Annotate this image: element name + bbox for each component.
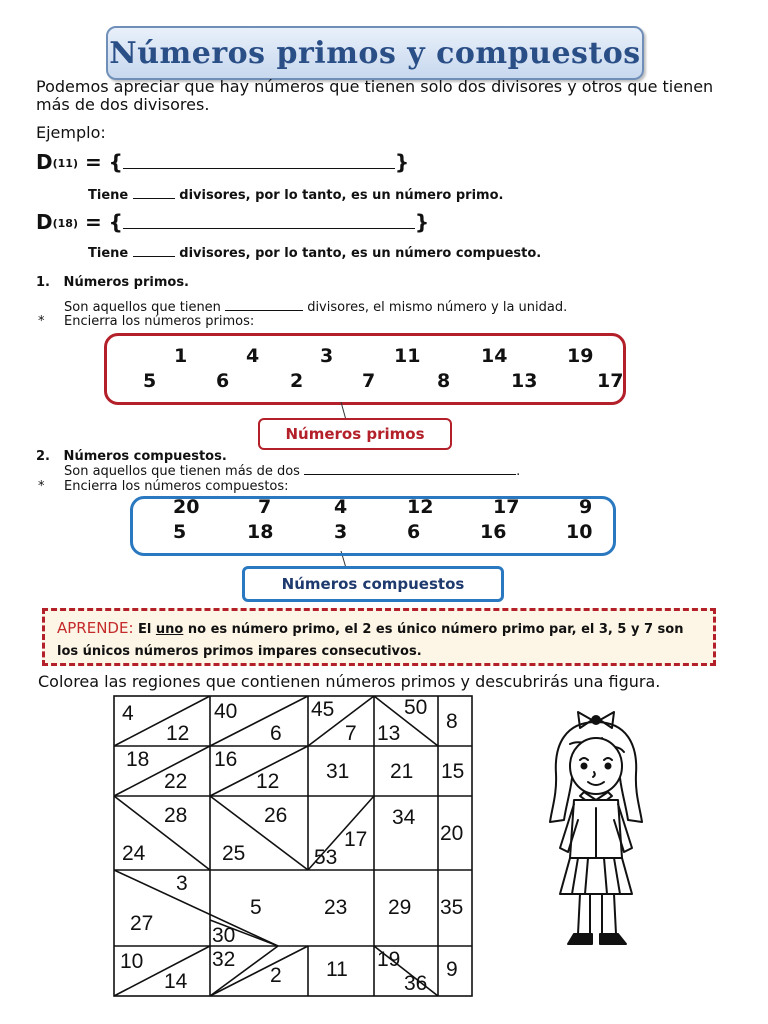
grid-num: 17 bbox=[344, 828, 368, 851]
grid-num: 9 bbox=[446, 958, 458, 981]
section1-instruction: Encierra los números primos: bbox=[64, 314, 255, 329]
prime-candidate-number[interactable]: 4 bbox=[246, 345, 260, 367]
prime-candidate-number[interactable]: 13 bbox=[511, 370, 538, 392]
d11-close: } bbox=[394, 150, 410, 174]
composite-candidate-number[interactable]: 18 bbox=[247, 521, 274, 543]
prime-candidate-number[interactable]: 6 bbox=[216, 370, 230, 392]
grid-num: 22 bbox=[164, 770, 188, 793]
d18-sub: (18) bbox=[52, 217, 78, 230]
d11-note-b: divisores, por lo tanto, es un número primo. bbox=[174, 188, 504, 203]
grid-num: 7 bbox=[345, 722, 357, 745]
grid-num: 34 bbox=[392, 806, 416, 829]
d18-eq: = { bbox=[77, 210, 123, 234]
grid-num: 19 bbox=[377, 948, 401, 971]
grid-num: 28 bbox=[164, 804, 188, 827]
d11-note-a: Tiene bbox=[88, 188, 133, 203]
primes-tag: Números primos bbox=[258, 418, 452, 450]
composite-candidate-number[interactable]: 3 bbox=[334, 521, 348, 543]
d11-eq: = { bbox=[77, 150, 123, 174]
composite-candidate-number[interactable]: 16 bbox=[480, 521, 507, 543]
grid-num: 31 bbox=[326, 760, 350, 783]
section2-heading: 2. Números compuestos. bbox=[36, 449, 227, 464]
prime-candidate-number[interactable]: 5 bbox=[143, 370, 157, 392]
grid-num: 40 bbox=[214, 700, 238, 723]
aprende-text-3: no es número primo, el 2 es único número primo par, el 3, 5 y 7 son bbox=[183, 622, 684, 637]
grid-num: 23 bbox=[324, 896, 348, 919]
grid-num: 30 bbox=[212, 924, 236, 947]
prime-candidate-number[interactable]: 17 bbox=[597, 370, 624, 392]
grid-num: 21 bbox=[390, 760, 414, 783]
grid-num: 10 bbox=[120, 950, 144, 973]
grid-num: 16 bbox=[214, 748, 238, 771]
grid-num: 18 bbox=[126, 748, 150, 771]
aprende-text-uno: uno bbox=[155, 622, 184, 637]
prime-candidate-number[interactable]: 3 bbox=[320, 345, 334, 367]
section2-def-a: Son aquellos que tienen más de dos bbox=[64, 464, 305, 479]
grid-num: 5 bbox=[250, 896, 262, 919]
page-title: Números primos y compuestos bbox=[109, 35, 641, 71]
grid-num: 27 bbox=[130, 912, 154, 935]
d18-note-b: divisores, por lo tanto, es un número compuesto. bbox=[174, 246, 542, 261]
aprende-text-4: los únicos números primos impares consecutivos. bbox=[57, 644, 422, 659]
grid-num: 24 bbox=[122, 842, 146, 865]
composite-candidate-number[interactable]: 20 bbox=[173, 496, 200, 518]
grid-num: 14 bbox=[164, 970, 188, 993]
girl-illustration bbox=[530, 708, 670, 958]
grid-num: 20 bbox=[440, 822, 464, 845]
composite-candidate-number[interactable]: 5 bbox=[173, 521, 187, 543]
grid-num: 45 bbox=[311, 698, 335, 721]
composite-candidate-number[interactable]: 17 bbox=[493, 496, 520, 518]
composite-candidate-number[interactable]: 4 bbox=[334, 496, 348, 518]
grid-num: 12 bbox=[166, 722, 190, 745]
grid-num: 53 bbox=[314, 846, 338, 869]
grid-numbers bbox=[120, 696, 464, 995]
section1-def-a: Son aquellos que tienen bbox=[64, 300, 226, 315]
aprende-text-1: El bbox=[133, 622, 156, 637]
prime-candidate-number[interactable]: 14 bbox=[481, 345, 508, 367]
composite-candidate-number[interactable]: 10 bbox=[566, 521, 593, 543]
grid-num: 25 bbox=[222, 842, 246, 865]
prime-candidate-number[interactable]: 7 bbox=[362, 370, 376, 392]
composite-candidate-number[interactable]: 9 bbox=[579, 496, 593, 518]
colorea-instruction: Colorea las regiones que contienen números primos y descubrirás una figura. bbox=[38, 672, 661, 691]
composite-candidate-number[interactable]: 6 bbox=[407, 521, 421, 543]
section1-bullet: * bbox=[38, 314, 45, 329]
grid-num: 4 bbox=[122, 702, 134, 725]
grid-num: 36 bbox=[404, 972, 428, 995]
composite-candidate-number[interactable]: 12 bbox=[407, 496, 434, 518]
d18-close: } bbox=[414, 210, 430, 234]
grid-num: 6 bbox=[270, 722, 282, 745]
grid-num: 15 bbox=[441, 760, 465, 783]
grid-num: 2 bbox=[270, 964, 282, 987]
prime-candidate-number[interactable]: 1 bbox=[174, 345, 188, 367]
prime-candidate-number[interactable]: 19 bbox=[567, 345, 594, 367]
grid-num: 11 bbox=[326, 958, 348, 981]
grid-num: 12 bbox=[256, 770, 280, 793]
d18-note-a: Tiene bbox=[88, 246, 133, 261]
section1-def-b: divisores, el mismo número y la unidad. bbox=[303, 300, 568, 315]
d11-prefix: D bbox=[36, 150, 53, 174]
prime-candidate-number[interactable]: 11 bbox=[394, 345, 421, 367]
grid-num: 32 bbox=[212, 948, 236, 971]
composite-candidate-number[interactable]: 7 bbox=[258, 496, 272, 518]
grid-num: 29 bbox=[388, 896, 412, 919]
aprende-keyword: APRENDE: bbox=[57, 619, 134, 637]
grid-num: 8 bbox=[446, 710, 458, 733]
d18-prefix: D bbox=[36, 210, 53, 234]
prime-candidate-number[interactable]: 8 bbox=[437, 370, 451, 392]
section2-instruction: Encierra los números compuestos: bbox=[64, 479, 289, 494]
composites-tag: Números compuestos bbox=[242, 566, 504, 602]
d11-sub: (11) bbox=[52, 157, 78, 170]
prime-candidate-number[interactable]: 2 bbox=[290, 370, 304, 392]
intro-text: Podemos apreciar que hay números que tienen solo dos divisores y otros que tienen más de dos divisores. bbox=[36, 77, 714, 114]
grid-num: 35 bbox=[440, 896, 464, 919]
section1-heading: 1. Números primos. bbox=[36, 275, 189, 290]
grid-num: 26 bbox=[264, 804, 288, 827]
grid-num: 50 bbox=[404, 696, 428, 719]
grid-num: 13 bbox=[377, 722, 401, 745]
section2-bullet: * bbox=[38, 479, 45, 494]
example-label: Ejemplo: bbox=[36, 123, 106, 142]
grid-num: 3 bbox=[176, 872, 188, 895]
section2-def-b: . bbox=[516, 464, 521, 479]
